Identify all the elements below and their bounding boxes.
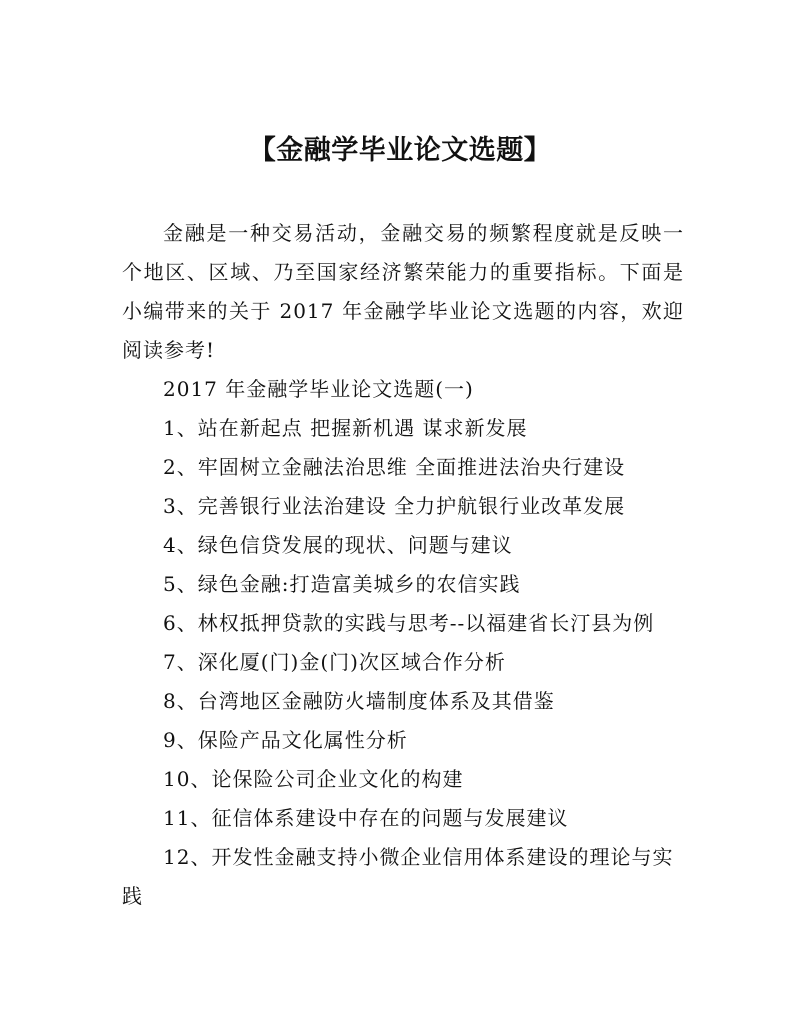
topic-item-1: 1、站在新起点 把握新机遇 谋求新发展 <box>163 416 528 440</box>
intro-paragraph: 金融是一种交易活动，金融交易的频繁程度就是反映一个地区、区域、乃至国家经济繁荣能力的重要指标。下面是小编带来的关于 2017 年金融学毕业论文选题的内容，欢迎阅读参考! <box>122 221 684 362</box>
topic-item-8: 8、台湾地区金融防火墙制度体系及其借鉴 <box>163 689 555 713</box>
topic-item-5: 5、绿色金融:打造富美城乡的农信实践 <box>163 572 521 596</box>
topic-list <box>122 409 684 916</box>
topic-item-12: 12、开发性金融支持小微企业信用体系建设的理论与实践 <box>122 845 674 908</box>
document-title: 【金融学毕业论文选题】 <box>248 135 552 166</box>
topic-item-7: 7、深化厦(门)金(门)次区域合作分析 <box>163 650 506 674</box>
topic-item-2: 2、牢固树立金融法治思维 全面推进法治央行建设 <box>163 455 626 479</box>
topic-item-4: 4、绿色信贷发展的现状、问题与建议 <box>163 533 513 557</box>
topic-item-10: 10、论保险公司企业文化的构建 <box>163 767 464 791</box>
topic-item-6: 6、林权抵押贷款的实践与思考--以福建省长汀县为例 <box>163 611 655 635</box>
topic-item-11: 11、征信体系建设中存在的问题与发展建议 <box>163 806 569 830</box>
topic-item-3: 3、完善银行业法治建设 全力护航银行业改革发展 <box>163 494 626 518</box>
document-body <box>122 214 684 916</box>
topic-item-9: 9、保险产品文化属性分析 <box>163 728 408 752</box>
section-heading: 2017 年金融学毕业论文选题(一) <box>163 377 474 401</box>
